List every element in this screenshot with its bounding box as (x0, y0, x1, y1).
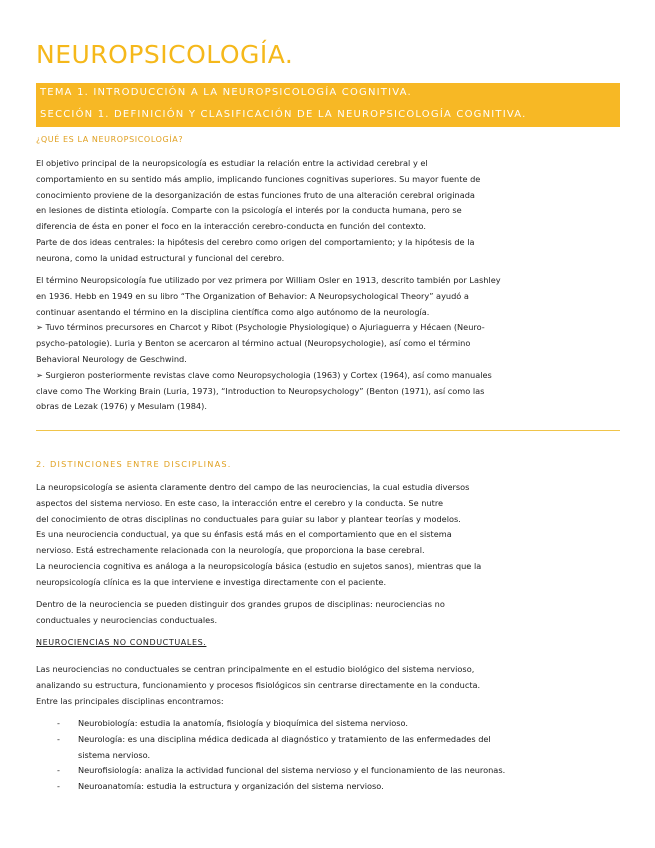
text-line: Dentro de la neurociencia se pueden distinguir dos grandes grupos de disciplinas: neurociencias no (36, 599, 445, 609)
banner-tema: TEMA 1. INTRODUCCIÓN A LA NEUROPSICOLOGÍA COGNITIVA. (40, 87, 412, 98)
text-line: analizando su estructura, funcionamiento y procesos fisiológicos sin centrarse directamente en la conducta. (36, 679, 481, 690)
text-line: El objetivo principal de la neuropsicología es estudiar la relación entre la actividad cerebral y el (36, 158, 428, 168)
text-line: La neurociencia cognitiva es análoga a la neuropsicología básica (estudio en sujetos sanos), mientras que la (36, 560, 482, 571)
text-line: Las neurociencias no conductuales se centran principalmente en el estudio biológico del sistema nervioso, (36, 664, 475, 674)
text-line: continuar asentando el término en la disciplina científica como algo autónomo de la neurología. (36, 306, 430, 317)
list-bullet: - (57, 781, 60, 792)
text-line: aspectos del sistema nervioso. En este caso, la interacción entre el cerebro y la conducta. Se nutre (36, 497, 444, 508)
text-line: comportamiento en su sentido más amplio, implicando funciones cognitivas superiores. Su mayor fuente de (36, 173, 481, 184)
list-item-text: Neuroanatomía: estudia la estructura y organización del sistema nervioso. (78, 781, 384, 792)
text-line: El término Neuropsicología fue utilizado por vez primera por William Osler en 1913, descrito también por Lashley (36, 275, 501, 285)
list-bullet: - (57, 718, 60, 728)
topic-banner (36, 83, 620, 127)
disciplines-list (36, 716, 620, 795)
text-line: en 1936. Hebb en 1949 en su libro “The Organization of Behavior: A Neuropsychological Theory” ayudó a (36, 290, 469, 301)
list-item (36, 763, 620, 779)
list-item-text: Neurología: es una disciplina médica dedicada al diagnóstico y tratamiento de las enfermedades del (78, 733, 491, 744)
text-line: Entre las principales disciplinas encontramos: (36, 695, 224, 706)
list-bullet: - (57, 733, 60, 744)
intro-paragraph (36, 156, 620, 267)
list-item (36, 732, 620, 764)
text-line: del conocimiento de otras disciplinas no conductuales para guiar su labor y plantear teorías y modelos. (36, 513, 461, 524)
text-line: neurona, como la unidad estructural y funcional del cerebro. (36, 252, 285, 263)
text-line: en lesiones de distinta etiología. Comparte con la psicología el interés por la conducta humana, pero se (36, 205, 462, 216)
text-line: neuropsicología clínica es la que interviene e investiga directamente con el paciente. (36, 576, 387, 587)
text-line: ➢ Tuvo términos precursores en Charcot y Ribot (Psychologie Physiologique) o Ajuriaguerra y Hécaen (Neuro- (36, 322, 485, 333)
distinctions-paragraph (36, 480, 620, 591)
list-item-text: Neurofisiología: analiza la actividad funcional del sistema nervioso y el funcionamiento de las neuronas. (78, 765, 506, 776)
non-behavioral-paragraph (36, 662, 620, 709)
text-line: Parte de dos ideas centrales: la hipótesis del cerebro como origen del comportamiento; y la hipótesis de la (36, 236, 475, 247)
question-heading: ¿QUÉ ES LA NEUROPSICOLOGÍA? (36, 135, 184, 144)
list-item (36, 716, 620, 732)
list-bullet: - (57, 765, 60, 776)
list-item (36, 779, 620, 795)
text-line: psycho-patologie). Luria y Benton se acercaron al término actual (Neuropsychologie), así como el término (36, 338, 471, 349)
list-item-text: sistema nervioso. (78, 749, 151, 760)
subsection-heading: NEUROCIENCIAS NO CONDUCTUALES. (36, 638, 207, 647)
groups-paragraph (36, 597, 620, 629)
text-line: clave como The Working Brain (Luria, 1973), “Introduction to Neuropsychology” (Benton (1971), así como las (36, 385, 485, 396)
text-line: ➢ Surgieron posteriormente revistas clave como Neuropsychologia (1963) y Cortex (1964), así como manuales (36, 369, 492, 380)
text-line: Behavioral Neurology de Geschwind. (36, 353, 187, 364)
text-line: diferencia de ésta en poner el foco en la interacción cerebro-conducta en función del contexto. (36, 221, 427, 232)
section-heading: 2. DISTINCIONES ENTRE DISCIPLINAS. (36, 459, 232, 469)
text-line: nervioso. Está estrechamente relacionada con la neurología, que proporciona la base cerebral. (36, 545, 425, 556)
list-item-text: Neurobiología: estudia la anatomía, fisiología y bioquímica del sistema nervioso. (78, 718, 409, 728)
text-line: obras de Lezak (1976) y Mesulam (1984). (36, 401, 207, 412)
text-line: Es una neurociencia conductual, ya que su énfasis está más en el comportamiento que en el sistema (36, 529, 452, 540)
banner-seccion: SECCIÓN 1. DEFINICIÓN Y CLASIFICACIÓN DE LA NEUROPSICOLOGÍA COGNITIVA. (40, 109, 527, 120)
document-title: NEUROPSICOLOGÍA. (36, 40, 294, 69)
section-divider (36, 430, 620, 431)
text-line: conocimiento proviene de la desorganización de estas funciones fruto de una alteración cerebral originada (36, 189, 475, 200)
text-line: conductuales y neurociencias conductuales. (36, 614, 218, 625)
text-line: La neuropsicología se asienta claramente dentro del campo de las neurociencias, la cual estudia diversos (36, 482, 470, 492)
history-paragraph (36, 273, 620, 415)
